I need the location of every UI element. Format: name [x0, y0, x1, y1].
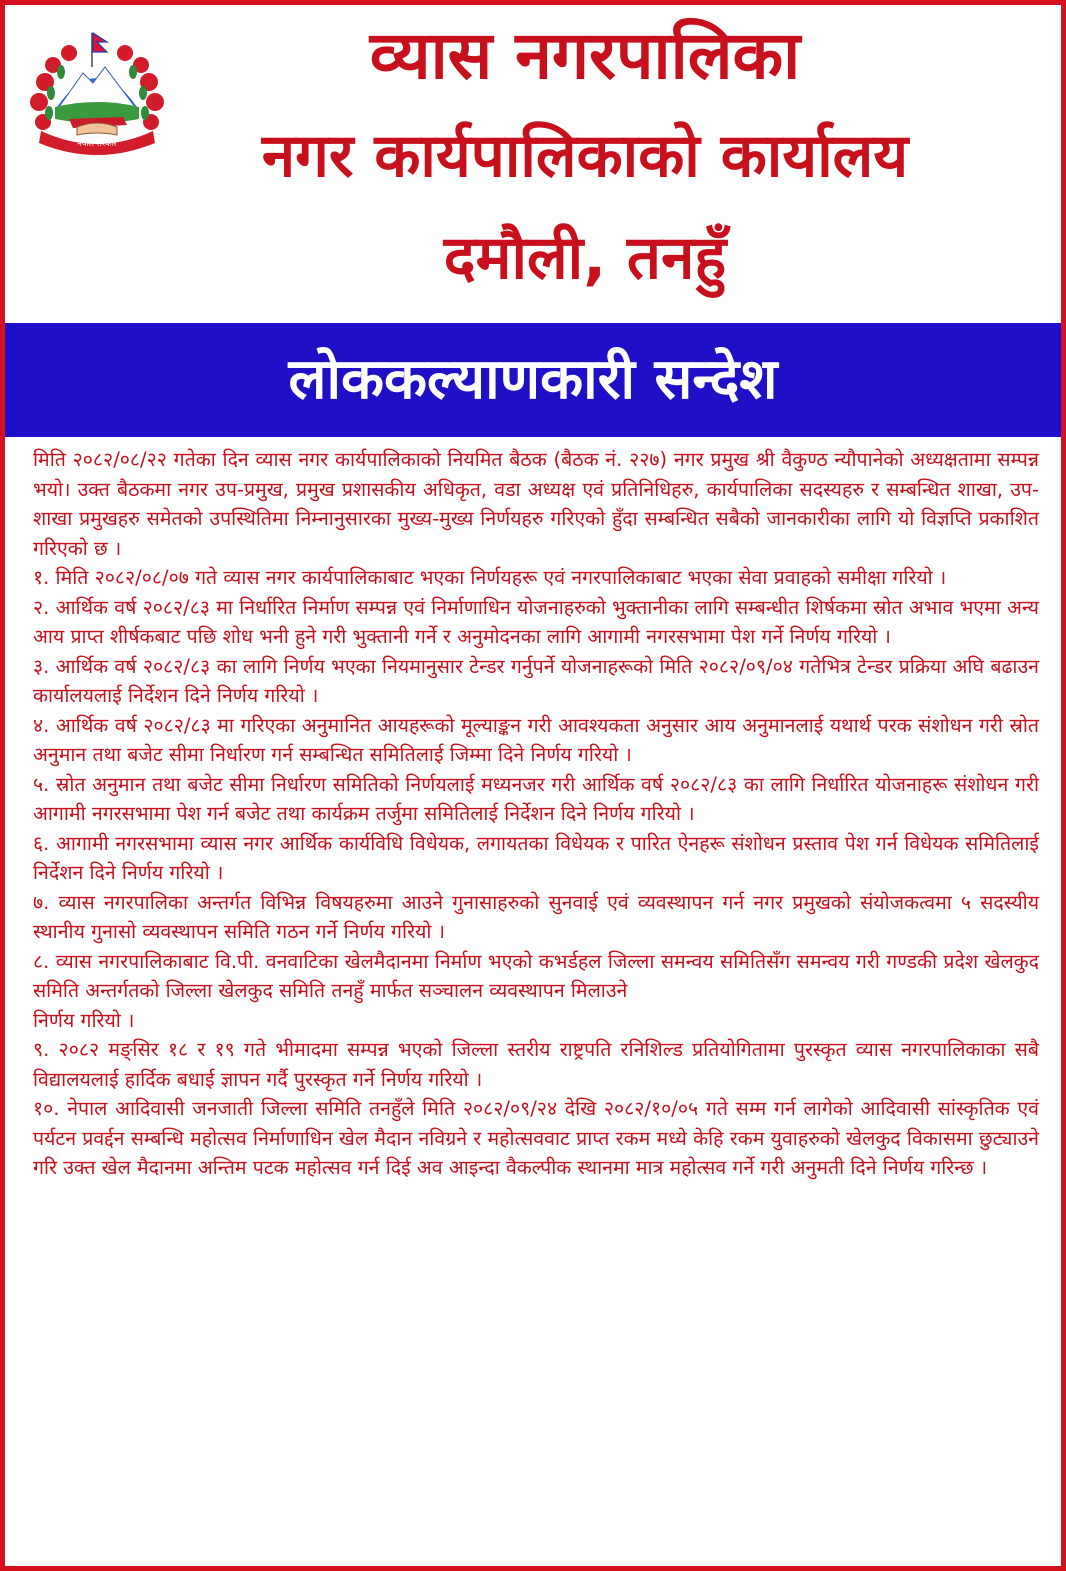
header [5, 5, 1061, 323]
notice-banner [5, 323, 1061, 437]
municipality-name: व्यास नगरपालिका [369, 17, 801, 94]
decision-item-5: ५. स्रोत अनुमान तथा बजेट सीमा निर्धारण समितिको निर्णयलाई मध्यनजर गरी आर्थिक वर्ष २०८२/८३ का लागि निर्धारित योजनाहरू संशोधन गरी आगामी नगरसभामा पेश गर्न बजेट तथा कार्यक्रम तर्जुमा समितिलाई निर्देशन दिने निर्णय गरियो । [33, 772, 1039, 825]
decision-item-8: ८. व्यास नगरपालिकाबाट वि.पी. वनवाटिका खेलमैदानमा निर्माण भएको कभर्डहल जिल्ला समन्वय समितिसँग समन्वय गरी गण्डकी प्रदेश खेलकुद समिति अन्तर्गतको जिल्ला खेलकुद समिति तनहुँ मार्फत सञ्चालन व्यवस्थापन मिलाउने [33, 949, 1039, 1002]
emblem-ribbon-text: नेपाल सरकार [77, 139, 117, 148]
decision-item-4: ४. आर्थिक वर्ष २०८२/८३ मा गरिएका अनुमानित आयहरूको मूल्याङ्कन गरी आवश्यकता अनुसार आय अनुमानलाई यथार्थ परक संशोधन गरी स्रोत अनुमान तथा बजेट सीमा निर्धारण गर्न सम्बन्धित समितिलाई जिम्मा दिने निर्णय गरियो । [33, 713, 1039, 766]
intro-paragraph: मिति २०८२/०८/२२ गतेका दिन व्यास नगर कार्यपालिकाको नियमित बैठक (बैठक नं. २२७) नगर प्रमुख श्री वैकुण्ठ न्यौपानेको अध्यक्षतामा सम्पन्न भयो। उक्त बैठकमा नगर उप-प्रमुख, प्रमुख प्रशासकीय अधिकृत, वडा अध्यक्ष एवं प्रतिनिधिहरु, कार्यपालिका सदस्यहरु र सम्बन्धित शाखा, उप-शाखा प्रमुखहरु समेतको उपस्थितिमा निम्नानुसारका मुख्य-मुख्य निर्णयहरु गरिएको हुँदा सम्बन्धित सबैको जानकारीका लागि यो विज्ञप्ति प्रकाशित गरिएको छ । [33, 448, 1039, 560]
decision-item-10: १०. नेपाल आदिवासी जनजाती जिल्ला समिति तनहुँले मिति २०८२/०९/२४ देखि २०८२/१०/०५ गते सम्म गर्न लागेको आदिवासी सांस्कृतिक एवं पर्यटन प्रवर्द्दन सम्बन्धि महोत्सव निर्माणाधिन खेल मैदान नविग्रने र महोत्सववाट प्राप्त रकम मध्ये केहि रकम युवाहरुको खेलकुद विकासमा छुट्याउने गरि उक्त खेल मैदानमा अन्तिम पटक महोत्सव गर्न दिई अव आइन्दा वैकल्पीक स्थानमा मात्र महोत्सव गर्ने गरी अनुमती दिने निर्णय गरिन्छ । [33, 1097, 1039, 1179]
decision-item-6: ६. आगामी नगरसभामा व्यास नगर आर्थिक कार्यविधि विधेयक, लगायतका विधेयक र पारित ऐनहरू संशोधन प्रस्ताव पेश गर्न विधेयक समितिलाई निर्देशन दिने निर्णय गरियो । [33, 831, 1039, 884]
nepal-government-emblem-icon [23, 27, 171, 161]
decision-item-2: २. आर्थिक वर्ष २०८२/८३ मा निर्धारित निर्माण सम्पन्न एवं निर्माणाधिन योजनाहरुको भुक्तानीका लागि सम्बन्धीत शिर्षकमा स्रोत अभाव भएमा अन्य आय प्राप्त शीर्षकबाट पछि शोध भनी हुने गरी भुक्तानी गर्ने र अनुमोदनका लागि आगामी नगरसभामा पेश गर्ने निर्णय गरियो । [33, 595, 1039, 648]
decision-item-9: ९. २०८२ मङ्सिर १८ र १९ गते भीमादमा सम्पन्न भएको जिल्ला स्तरीय राष्ट्रपति रनिशिल्ड प्रतियोगितामा पुरस्कृत व्यास नगरपालिकाका सबै विद्यालयलाई हार्दिक बधाई ज्ञापन गर्दै पुरस्कृत गर्ने निर्णय गरियो । [33, 1038, 1039, 1091]
banner-title: लोककल्याणकारी सन्देश [288, 347, 778, 412]
decision-item-3: ३. आर्थिक वर्ष २०८२/८३ का लागि निर्णय भएका नियमानुसार टेन्डर गर्नुपर्ने योजनाहरूको मिति २०८२/०९/०४ गतेभित्र टेन्डर प्रक्रिया अघि बढाउन कार्यालयलाई निर्देशन दिने निर्णय गरियो । [33, 654, 1039, 707]
decision-item-7: ७. व्यास नगरपालिका अन्तर्गत विभिन्न विषयहरुमा आउने गुनासाहरुको सुनवाई एवं व्यवस्थापन गर्न नगर प्रमुखको संयोजकत्वमा ५ सदस्यीय स्थानीय गुनासो व्यवस्थापन समिति गठन गर्ने निर्णय गरियो । [33, 890, 1039, 943]
notice-body [33, 445, 1039, 1183]
decision-item-8-continued: निर्णय गरियो । [33, 1008, 135, 1032]
decision-item-1: १. मिति २०८२/०८/०७ गते व्यास नगर कार्यपालिकाबाट भएका निर्णयहरू एवं नगरपालिकाबाट भएका सेवा प्रवाहको समीक्षा गरियो । [33, 566, 947, 589]
office-location: दमौली, तनहुँ [443, 223, 727, 293]
office-name: नगर कार्यपालिकाको कार्यालय [261, 121, 909, 191]
